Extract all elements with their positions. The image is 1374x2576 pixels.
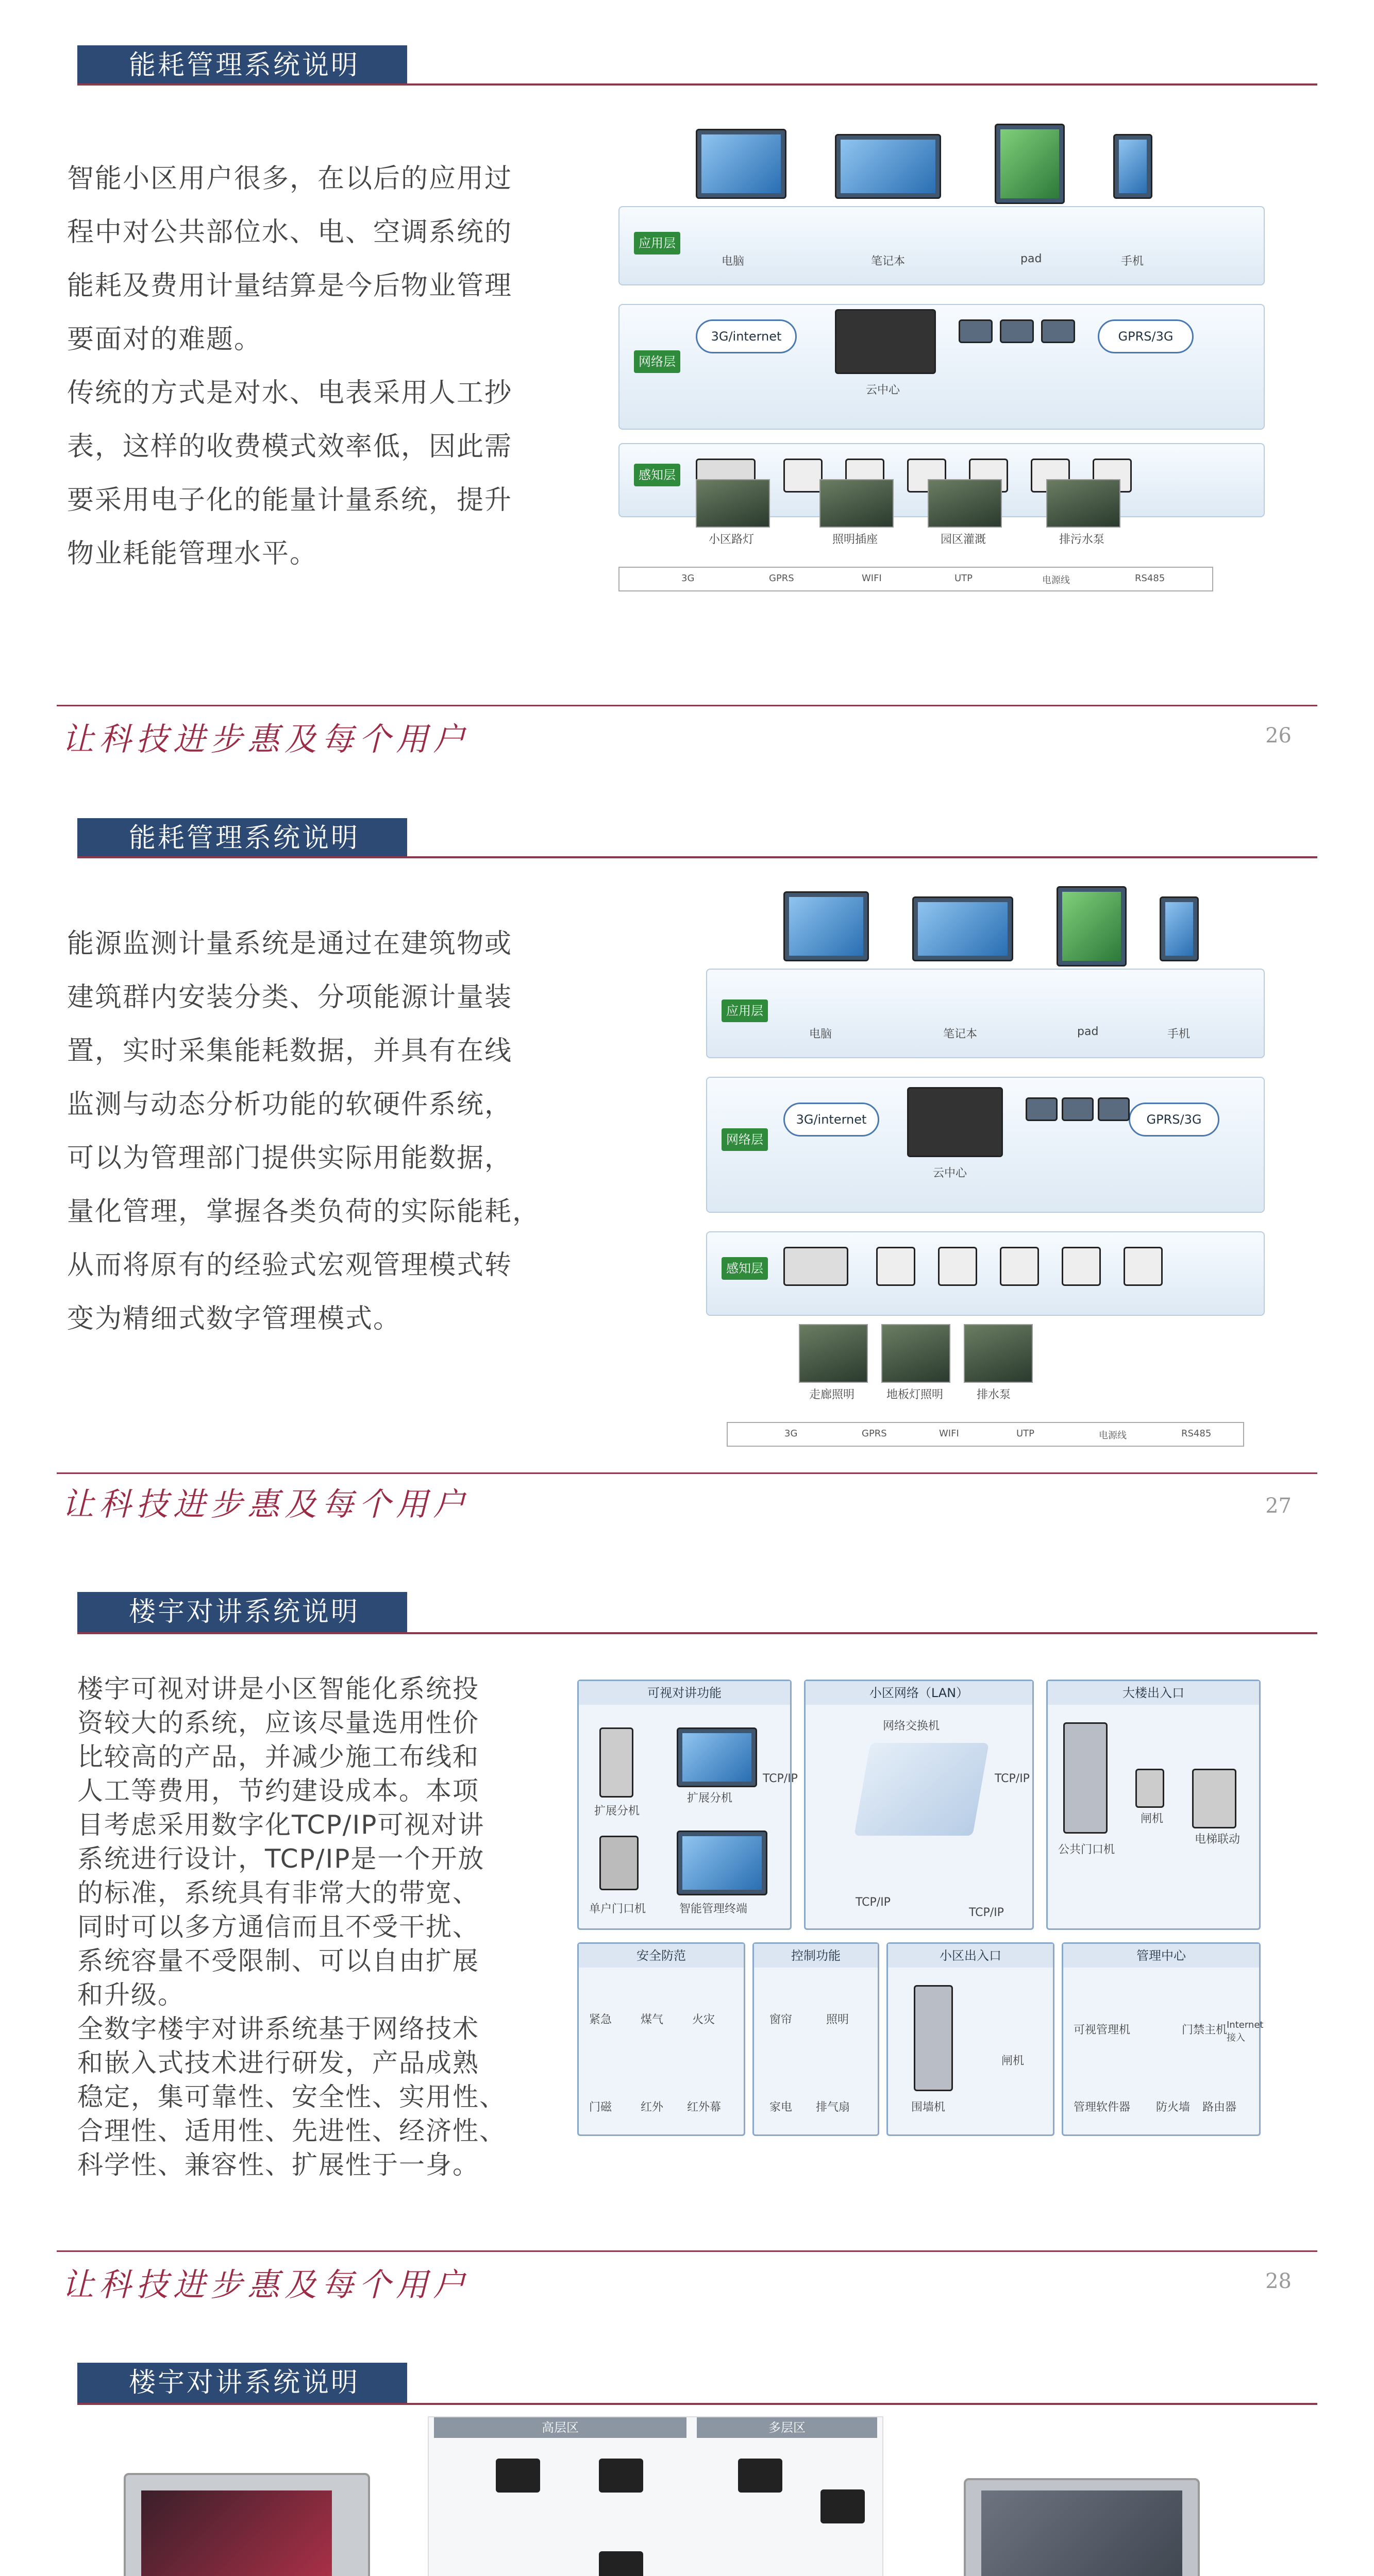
door-station-icon [1063,1722,1108,1834]
sensor-label: 火灾 [692,2013,715,2026]
handset-icon [599,1727,633,1798]
zone-label: 高层区 [434,2417,686,2438]
body-text [77,1672,506,2182]
device-label: 路由器 [1202,2101,1237,2114]
slide-title: 楼宇对讲系统说明 [77,2363,407,2403]
monitor-screen [141,2490,332,2576]
elevator-icon [1192,1769,1236,1828]
block-title: 小区网络（LAN） [806,1681,1032,1705]
internet-cloud: 3G/internet [783,1103,879,1137]
layer-label: 应用层 [722,999,768,1022]
control-label: 家电 [769,2101,793,2114]
body-line: 要面对的难题。 [67,324,262,355]
body-line: 和升级。 [77,1980,185,2010]
photo-label: 小区路灯 [709,533,755,546]
block-control [752,1942,879,2136]
meter-icon [783,459,823,493]
device-label: 可视管理机 [1074,2024,1131,2037]
body-line: 科学性、兼容性、扩展性于一身。 [77,2150,479,2180]
device-label: 扩展分机 [594,1805,640,1818]
body-line: 系统进行设计，TCP/IP是一个开放 [77,1844,485,1874]
sensor-label: 红外幕 [687,2101,722,2114]
body-line: 的标准，系统具有非常大的带宽、 [77,1878,479,1908]
device-label: 管理软件器 [1074,2101,1131,2114]
photo-label: 园区灌溉 [941,533,986,546]
title-underline [77,83,1317,86]
slide-energy-2 [0,773,1374,1546]
block-video-intercom [577,1680,792,1930]
router-icon [1098,1097,1130,1121]
body-line: 楼宇可视对讲是小区智能化系统投 [77,1674,479,1704]
meter-icon [1062,1247,1101,1286]
photo-thumb [819,479,894,528]
slide-title: 能耗管理系统说明 [77,818,407,858]
monitor-icon [696,129,786,199]
legend-item: GPRS [862,1428,887,1439]
device-label: 笔记本 [943,1028,978,1041]
link-label: TCP/IP [763,1772,798,1785]
body-line: 系统容量不受限制、可以自由扩展 [77,1946,479,1976]
switch-label: 网络交换机 [883,1720,940,1733]
body-line: 表，这样的收费模式效率低，因此需 [67,431,513,462]
cloud-center-label: 云中心 [933,1167,967,1180]
device-label: 笔记本 [871,255,906,268]
zone-label: 多层区 [697,2417,877,2438]
body-line: 资较大的系统，应该尽量选用性价 [77,1708,479,1738]
meter-icon [876,1247,915,1286]
body-line: 要采用电子化的能量计量系统，提升 [67,485,513,516]
photo-thumb [964,1324,1033,1383]
outdoor-panel-product [964,2478,1200,2576]
body-line: 和嵌入式技术进行研发，产品成熟 [77,2048,479,2078]
footer-line [57,2250,1317,2252]
gprs-cloud: GPRS/3G [1129,1103,1219,1137]
photo-thumb [696,479,770,528]
body-line: 稳定，集可靠性、安全性、实用性、 [77,2082,506,2112]
photo-thumb [799,1324,868,1383]
door-station-icon [599,1836,639,1890]
body-text [67,917,540,1346]
laptop-icon [912,896,1013,961]
page-number: 28 [1265,2269,1292,2293]
photo-thumb [881,1324,950,1383]
cloud-center-label: 云中心 [866,384,900,397]
body-line: 同时可以多方通信而且不受干扰、 [77,1912,479,1942]
turnstile-icon [1135,1769,1164,1808]
layer-label: 网络层 [722,1128,768,1151]
body-line: 能耗及费用计量结算是今后物业管理 [67,270,513,301]
slide-energy-1 [0,0,1374,773]
block-security [577,1942,745,2136]
server-rack-icon [835,309,936,374]
device-label: 闸机 [1141,1812,1164,1825]
body-line: 可以为管理部门提供实际用能数据， [67,1143,513,1174]
footer-line [57,1472,1317,1474]
device-label: 手机 [1167,1028,1191,1041]
control-label: 窗帘 [769,2013,793,2026]
router-icon [1000,319,1034,343]
layer-label: 应用层 [634,232,680,255]
legend-item: WIFI [939,1428,959,1439]
body-line: 监测与动态分析功能的软硬件系统， [67,1089,513,1120]
device-label: 围墙机 [911,2101,946,2114]
internet-cloud: 3G/internet [696,319,797,353]
link-label: TCP/IP [856,1896,891,1909]
monitor-icon [820,2489,865,2523]
control-label: 排气扇 [816,2101,850,2114]
device-label: 电脑 [809,1028,832,1041]
body-line: 比较高的产品，并减少施工布线和 [77,1742,479,1772]
page-number: 27 [1265,1494,1292,1518]
sensor-label: 门磁 [589,2101,612,2114]
page-number: 26 [1265,724,1292,748]
diagram-legend [727,1422,1244,1447]
device-label: 电脑 [722,255,745,268]
tablet-icon [995,124,1065,204]
photo-thumb [928,479,1002,528]
legend-item: 3G [784,1428,798,1439]
body-line: 合理性、适用性、先进性、经济性、 [77,2116,506,2146]
monitor-icon [738,2459,782,2493]
device-label: 智能管理终端 [679,1903,748,1916]
monitor-icon [783,891,869,961]
body-line: 量化管理，掌握各类负荷的实际能耗， [67,1196,541,1227]
footer-line [57,705,1317,706]
layer-label: 感知层 [722,1257,768,1280]
indoor-monitor-product [124,2473,370,2576]
indoor-monitor-icon [677,1727,757,1787]
photo-label: 照明插座 [832,533,878,546]
monitor-icon [496,2459,540,2493]
legend-item: GPRS [769,573,794,584]
device-label: 电梯联动 [1195,1833,1241,1846]
photo-thumb [1046,479,1120,528]
router-icon [1026,1097,1058,1121]
slide-intercom-1 [0,1546,1374,2318]
body-line: 置，实时采集能耗数据，并具有在线 [67,1036,513,1066]
body-line: 人工等费用，节约建设成本。本项 [77,1776,479,1806]
legend-item: UTP [954,573,973,584]
energy-diagram [618,103,1263,598]
legend-item: RS485 [1181,1428,1212,1439]
intercom-diagram [577,1680,1264,2133]
title-underline [77,856,1317,858]
legend-item: WIFI [862,573,882,584]
link-label: TCP/IP [969,1906,1004,1919]
body-text [67,152,512,581]
phone-icon [1160,896,1199,961]
device-label: pad [1077,1025,1099,1038]
phone-icon [1113,134,1152,199]
block-title: 安全防范 [579,1944,744,1968]
meter-icon [1124,1247,1163,1286]
device-label: pad [1020,252,1042,265]
router-icon [1041,319,1075,343]
legend-item: 电源线 [1099,1430,1127,1441]
legend-item: 3G [681,573,695,584]
internet-label: Internet接入 [1227,2020,1264,2043]
slide-title: 楼宇对讲系统说明 [77,1592,407,1632]
footer-slogan: 让科技进步惠及每个用户 [62,720,471,758]
panel-screen [981,2490,1182,2576]
tablet-icon [1057,886,1127,967]
title-underline [77,2403,1317,2405]
body-line: 全数字楼宇对讲系统基于网络技术 [77,2014,479,2044]
block-building-entrance [1046,1680,1261,1930]
device-label: 公共门口机 [1058,1843,1115,1856]
network-switch-graphic [854,1743,989,1836]
body-line: 智能小区用户很多，在以后的应用过 [67,163,513,194]
wall-station-icon [914,1985,953,2091]
title-underline [77,1632,1317,1634]
router-icon [959,319,993,343]
system-topology-diagram [428,2416,883,2576]
monitor-icon [599,2551,643,2576]
router-icon [1062,1097,1094,1121]
energy-diagram [706,871,1263,1453]
block-title: 控制功能 [754,1944,878,1968]
diagram-legend [618,567,1213,591]
body-line: 传统的方式是对水、电表采用人工抄 [67,378,513,409]
footer-slogan: 让科技进步惠及每个用户 [62,1485,471,1523]
meter-icon [938,1247,977,1286]
sensor-label: 紧急 [589,2013,612,2026]
management-terminal-icon [677,1831,767,1895]
app-layer-panel [706,969,1265,1058]
body-line: 从而将原有的经验式宏观管理模式转 [67,1250,513,1281]
link-label: TCP/IP [995,1772,1030,1785]
slide-title: 能耗管理系统说明 [77,45,407,86]
slide-intercom-2 [0,2318,1374,2576]
monitor-icon [599,2459,643,2493]
meter-icon [1000,1247,1039,1286]
device-label: 单户门口机 [589,1903,646,1916]
photo-label: 走廊照明 [809,1388,855,1401]
footer-slogan: 让科技进步惠及每个用户 [62,2266,471,2303]
laptop-icon [835,134,941,199]
device-label: 手机 [1121,255,1144,268]
block-title: 大楼出入口 [1048,1681,1259,1705]
control-label: 照明 [826,2013,849,2026]
block-title: 管理中心 [1063,1944,1259,1968]
server-rack-icon [907,1087,1003,1157]
legend-item: 电源线 [1042,575,1070,586]
device-label: 门禁主机 [1182,2024,1228,2037]
meter-icon [783,1247,848,1286]
body-line: 程中对公共部位水、电、空调系统的 [67,217,513,248]
sensor-label: 煤气 [641,2013,664,2026]
block-title: 可视对讲功能 [579,1681,790,1705]
body-line: 物业耗能管理水平。 [67,538,318,569]
sensor-label: 红外 [641,2101,664,2114]
gprs-cloud: GPRS/3G [1098,319,1194,353]
photo-label: 地板灯照明 [886,1388,944,1401]
device-label: 扩展分机 [687,1792,733,1805]
layer-label: 网络层 [634,350,680,373]
legend-item: RS485 [1135,573,1165,584]
app-layer-panel [618,206,1265,285]
layer-label: 感知层 [634,464,680,486]
block-lan [804,1680,1034,1930]
body-line: 变为精细式数字管理模式。 [67,1303,401,1334]
legend-item: UTP [1016,1428,1035,1439]
device-label: 闸机 [1001,2055,1025,2067]
device-label: 防火墙 [1156,2101,1191,2114]
body-line: 能源监测计量系统是通过在建筑物或 [67,928,513,959]
block-title: 小区出入口 [888,1944,1053,1968]
body-line: 目考虑采用数字化TCP/IP可视对讲 [77,1810,485,1840]
block-community-entrance [886,1942,1054,2136]
body-line: 建筑群内安装分类、分项能源计量装 [67,982,513,1013]
photo-label: 排水泵 [977,1388,1011,1401]
photo-label: 排污水泵 [1059,533,1105,546]
